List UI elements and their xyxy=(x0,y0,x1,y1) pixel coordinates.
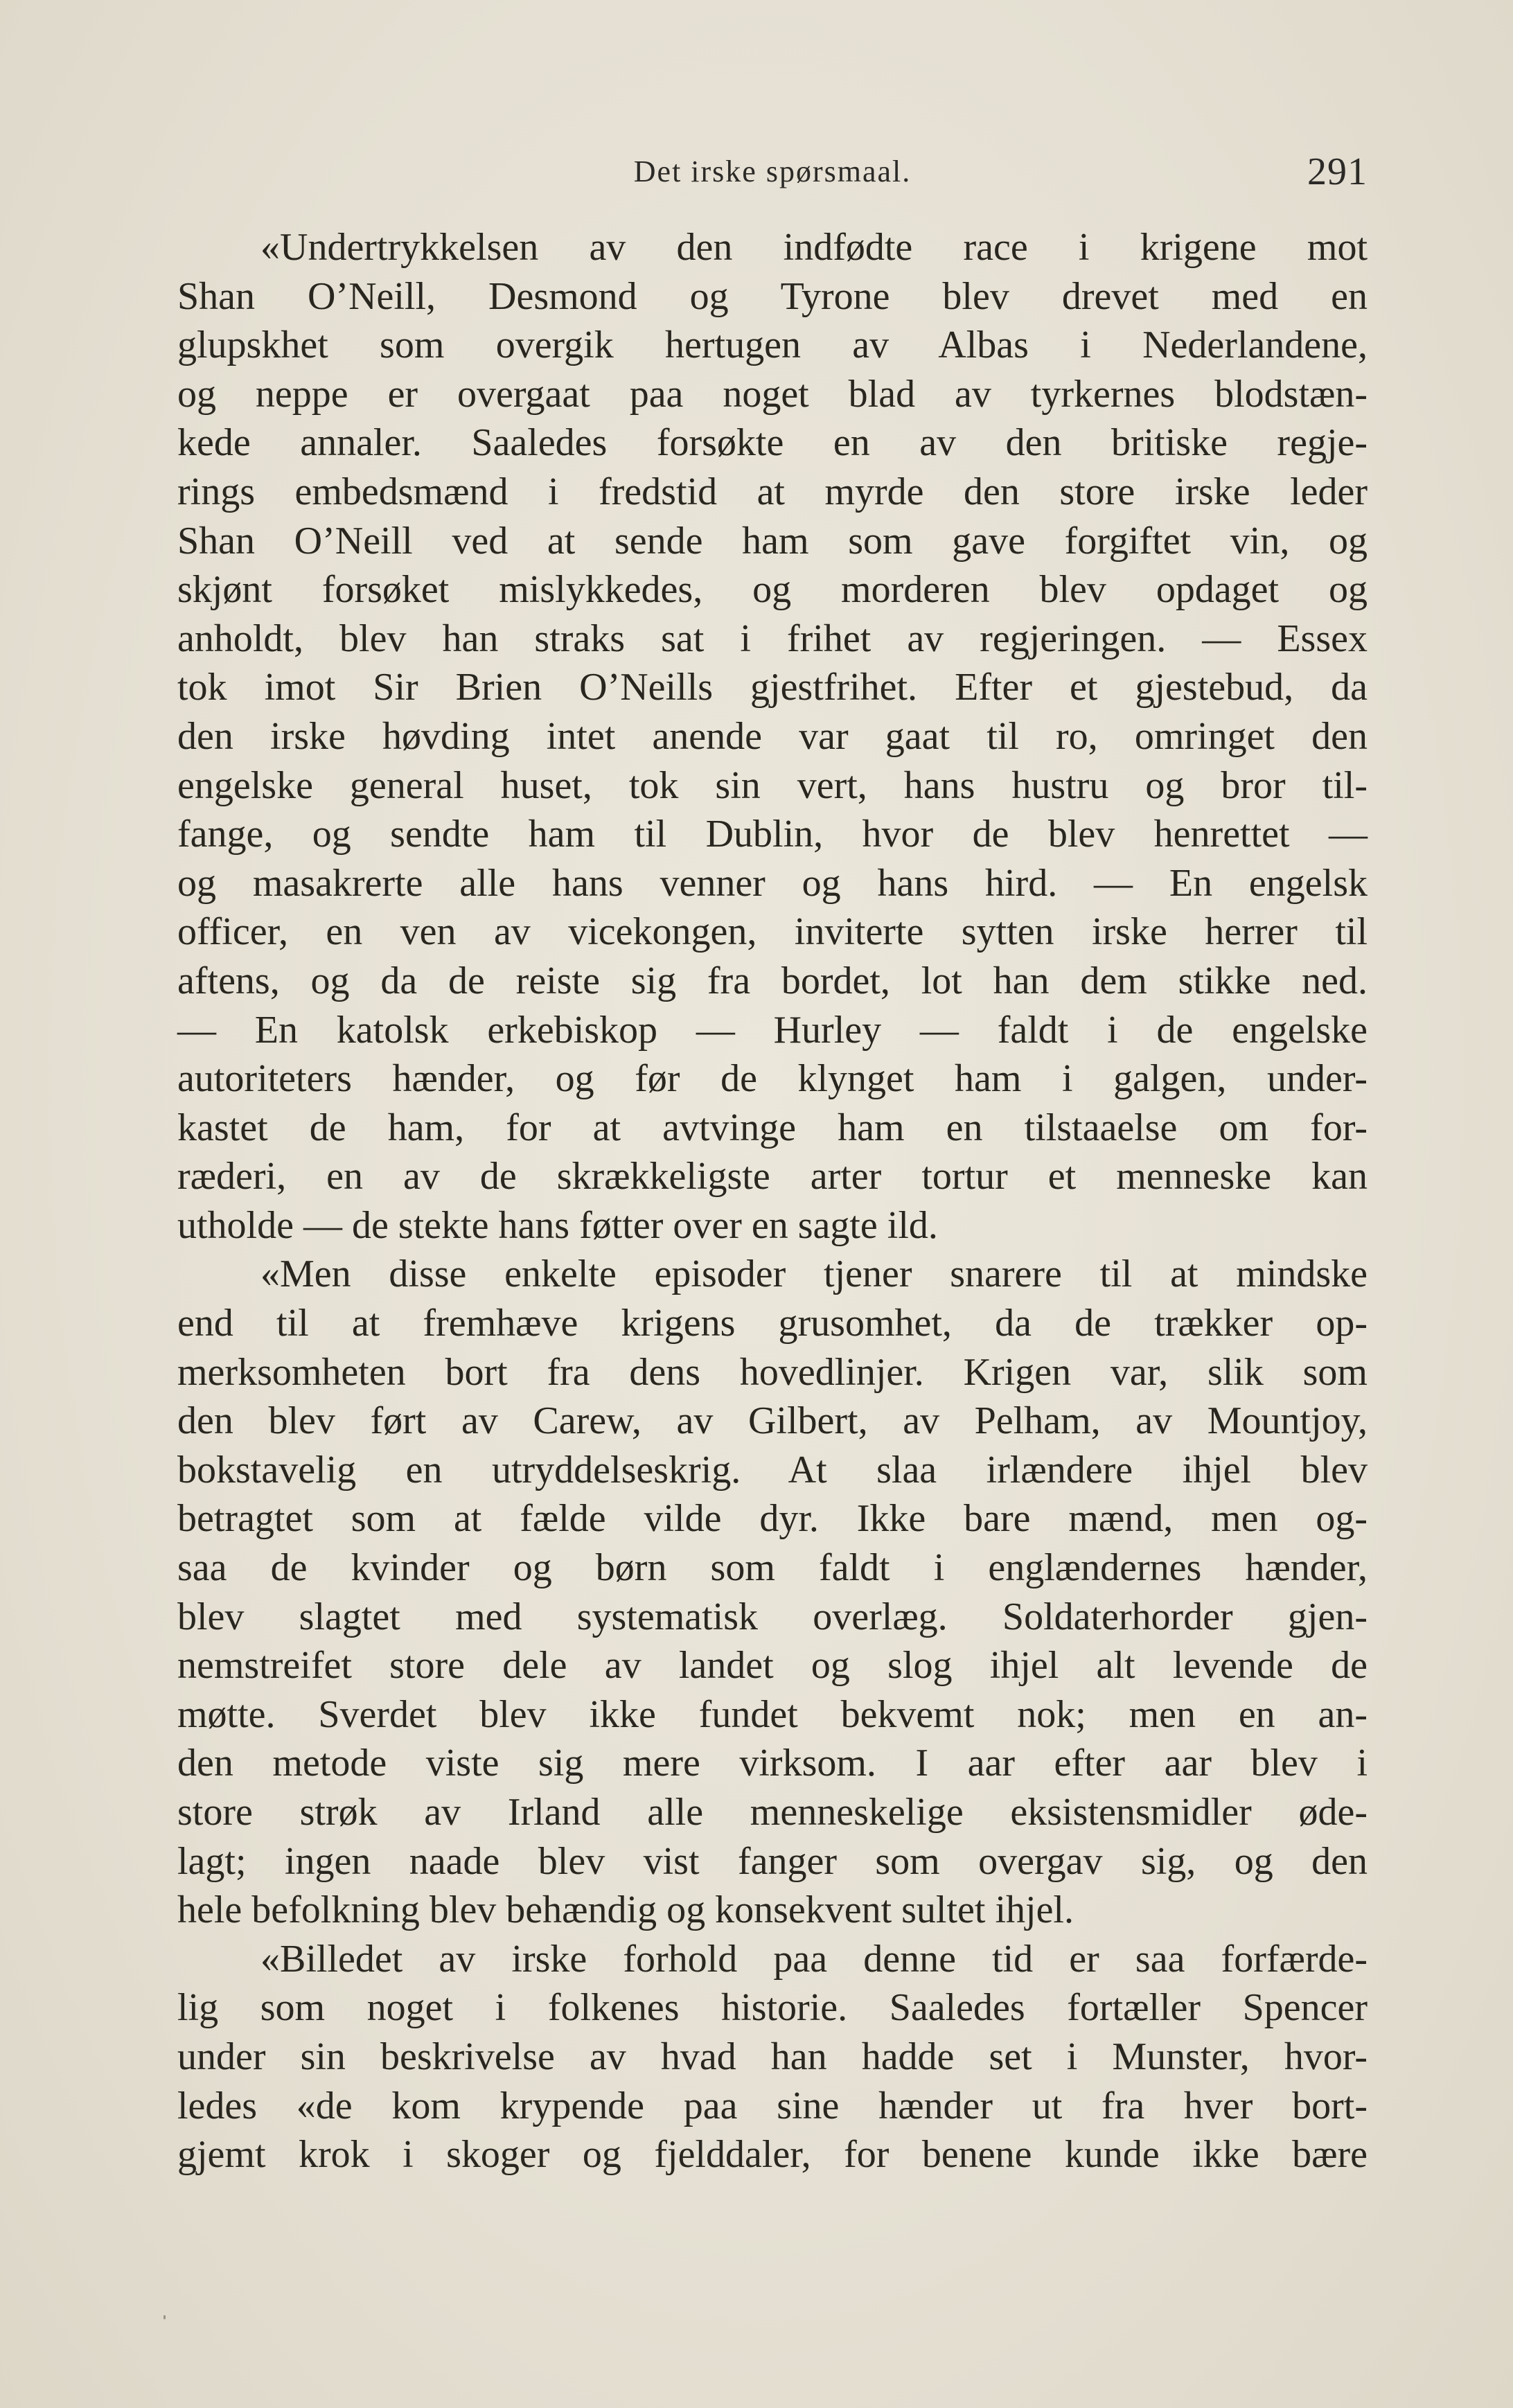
text-line: rings embedsmænd i fredstid at myrde den store irske leder xyxy=(177,470,1368,513)
text-line: møtte. Sverdet blev ikke fundet bekvemt nok; men en an- xyxy=(177,1692,1368,1736)
text-line: end til at fremhæve krigens grusomhet, da de trækker op- xyxy=(177,1302,1368,1345)
text-line: «Undertrykkelsen av den indfødte race i krigene mot xyxy=(260,226,1368,269)
text-line: gjemt krok i skoger og fjelddaler, for benene kunde ikke bære xyxy=(177,2133,1368,2177)
page-header xyxy=(177,145,1368,194)
text-line: kastet de ham, for at avtvinge ham en tilstaaelse om for- xyxy=(177,1106,1368,1149)
paper-speck xyxy=(163,2315,166,2319)
running-head: Det irske spørsmaal. xyxy=(633,154,912,188)
text-line: saa de kvinder og børn som faldt i englændernes hænder, xyxy=(177,1546,1368,1590)
text-line: merksomheten bort fra dens hovedlinjer. Krigen var, slik som xyxy=(177,1350,1368,1394)
text-line: blev slagtet med systematisk overlæg. Soldaterhorder gjen- xyxy=(177,1595,1368,1638)
text-line: «Billedet av irske forhold paa denne tid er saa forfærde- xyxy=(260,1937,1368,1981)
text-line: utholde — de stekte hans føtter over en sagte ild. xyxy=(177,1203,938,1247)
text-line: fange, og sendte ham til Dublin, hvor de blev henrettet — xyxy=(177,813,1368,856)
text-line: nemstreifet store dele av landet og slog ihjel alt levende de xyxy=(177,1644,1368,1688)
text-line: Shan O’Neill, Desmond og Tyrone blev drevet med en xyxy=(177,274,1368,318)
text-line: ræderi, en av de skrækkeligste arter tortur et menneske kan xyxy=(177,1155,1368,1198)
text-line: engelske general huset, tok sin vert, hans hustru og bror til- xyxy=(177,763,1368,807)
text-line: betragtet som at fælde vilde dyr. Ikke bare mænd, men og- xyxy=(177,1497,1368,1541)
text-line: ledes «de kom krypende paa sine hænder ut fra hver bort- xyxy=(177,2084,1368,2127)
text-line: bokstavelig en utryddelseskrig. At slaa irlændere ihjel blev xyxy=(177,1448,1368,1491)
body-text xyxy=(177,223,1368,2179)
text-line: tok imot Sir Brien O’Neills gjestfrihet. Efter et gjestebud, da xyxy=(177,666,1368,709)
text-line: Shan O’Neill ved at sende ham som gave forgiftet vin, og xyxy=(177,519,1368,563)
text-line: autoriteters hænder, og før de klynget ham i galgen, under- xyxy=(177,1057,1368,1101)
text-line: lagt; ingen naade blev vist fanger som overgav sig, og den xyxy=(177,1839,1368,1883)
text-line: glupskhet som overgik hertugen av Albas i Nederlandene, xyxy=(177,324,1368,367)
text-line: «Men disse enkelte episoder tjener snarere til at mindske xyxy=(260,1252,1368,1296)
text-line: anholdt, blev han straks sat i frihet av regjeringen. — Essex xyxy=(177,617,1368,660)
text-line: kede annaler. Saaledes forsøkte en av den britiske regje- xyxy=(177,421,1368,465)
text-line: officer, en ven av vicekongen, inviterte sytten irske herrer til xyxy=(177,910,1368,954)
text-line: hele befolkning blev behændig og konsekvent sultet ihjel. xyxy=(177,1888,1074,1932)
text-line: — En katolsk erkebiskop — Hurley — faldt i de engelske xyxy=(177,1008,1368,1052)
page-number: 291 xyxy=(1307,150,1368,193)
text-line: aftens, og da de reiste sig fra bordet, lot han dem stikke ned. xyxy=(177,959,1368,1002)
text-line: den blev ført av Carew, av Gilbert, av Pelham, av Mountjoy, xyxy=(177,1399,1368,1443)
text-line: og masakrerte alle hans venner og hans hird. — En engelsk xyxy=(177,861,1368,905)
paragraph-1 xyxy=(177,223,1368,1250)
text-line: den irske høvding intet anende var gaat til ro, omringet den xyxy=(177,714,1368,758)
text-line: under sin beskrivelse av hvad han hadde set i Munster, hvor- xyxy=(177,2035,1368,2078)
text-line: og neppe er overgaat paa noget blad av tyrkernes blodstæn- xyxy=(177,372,1368,416)
text-line: den metode viste sig mere virksom. I aar efter aar blev i xyxy=(177,1742,1368,1785)
paragraph-3 xyxy=(177,1935,1368,2179)
text-line: store strøk av Irland alle menneskelige eksistensmidler øde- xyxy=(177,1791,1368,1834)
paragraph-2 xyxy=(177,1250,1368,1934)
text-line: lig som noget i folkenes historie. Saaledes fortæller Spencer xyxy=(177,1986,1368,2030)
text-line: skjønt forsøket mislykkedes, og morderen blev opdaget og xyxy=(177,568,1368,612)
